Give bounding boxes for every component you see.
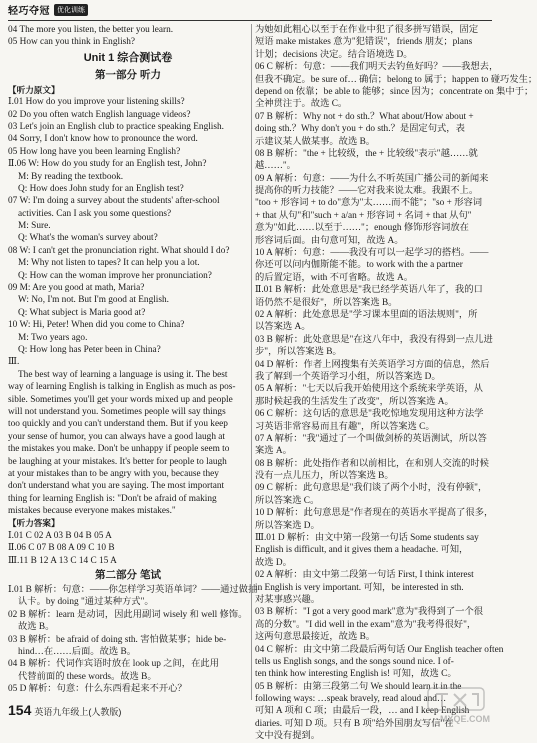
text-line: W: No, I'm not. But I'm good at English. bbox=[18, 295, 169, 306]
text-line: 05 A 解析："七天以后我开始使用这个系统来学英语，从 bbox=[255, 384, 483, 395]
text-line: 10 A 解析：句意：——我没有可以一起学习的搭档。—— bbox=[255, 248, 489, 259]
text-line: 02 Do you often watch English language videos? bbox=[8, 109, 191, 120]
text-line: mistakes because everyone makes mistakes." bbox=[8, 506, 176, 517]
text-line: Ⅰ.01 How do you improve your listening skills? bbox=[8, 97, 185, 108]
text-line: 可知 A 项和 C 项；由最后一段，… and I keep English bbox=[255, 706, 470, 717]
text-line: too quickly and you can't understand them. But if you keep bbox=[8, 419, 228, 430]
text-line: 意为"如此……以至于……"；enough 修饰形容词放在 bbox=[255, 223, 469, 234]
text-line: 第二部分 笔试 bbox=[95, 569, 161, 582]
text-line: your sense of humor, you can always have a good laugh at bbox=[8, 431, 226, 442]
text-line: 你还可以问内伽斯能不能。to work with the a partner bbox=[255, 260, 463, 271]
text-line: Q: What subject is Maria good at? bbox=[18, 307, 146, 318]
text-line: 对某事感兴趣。 bbox=[255, 594, 321, 605]
text-line: hind…在……后面。故选 B。 bbox=[18, 646, 137, 657]
text-line: 04 B 解析：代词作宾语时放在 look up 之间，在此用 bbox=[8, 659, 219, 670]
text-line: Ⅱ.06 W: How do you study for an English test, John? bbox=[8, 159, 207, 170]
text-line: 03 B 解析：此处意思是"在这八年中，我没有得到一点儿进 bbox=[255, 334, 493, 345]
text-line: M: Why not listen to tapes? It can help you a lot. bbox=[18, 258, 200, 269]
text-line: 08 B 解析：此处指作者和以前相比，在和别人交流的时候 bbox=[255, 458, 489, 469]
text-line: 07 A 解析："我"通过了一个叫做剑桥的英语测试，所以答 bbox=[255, 433, 487, 444]
watermark-logo-icon bbox=[422, 686, 490, 712]
text-line: the mistakes you make. Don't be unhappy if people seem to bbox=[8, 444, 230, 455]
text-line: sible. Sometimes you'll get your words mixed up and people bbox=[8, 394, 233, 405]
text-line: 03 B 解析：be afraid of doing sth. 害怕做某事；hide be- bbox=[8, 634, 227, 645]
text-line: Ⅱ.01 B 解析：此处意思是"我已经学英语八年了，我的口 bbox=[255, 285, 483, 296]
text-line: 04 D 解析：作者上网搜集有关英语学习方面的信息，然后 bbox=[255, 359, 490, 370]
text-line: 故选 D。 bbox=[255, 557, 292, 568]
text-line: thing for learning English is: "Don't be afraid of making bbox=[8, 493, 217, 504]
text-line: 05 B 解析：由第三段第二句 We should learn it in the bbox=[255, 681, 462, 692]
text-line: 05 How can you think in English? bbox=[8, 37, 136, 48]
text-line: 认卡。by doing "通过某种方式"。 bbox=[18, 597, 154, 608]
text-line: 越……"。 bbox=[255, 161, 296, 172]
text-line: 所以答案选 D。 bbox=[255, 520, 320, 531]
text-line: 我了解到一个英语学习小组，所以答案选 D。 bbox=[255, 371, 441, 382]
text-line: English is difficult, and it gives them a headache. 可知， bbox=[255, 545, 469, 556]
series-badge: 优化训练 bbox=[54, 4, 88, 16]
text-line: 高的分数"。"I did well in the exam"意为"我考得很好"， bbox=[255, 619, 477, 630]
watermark bbox=[422, 686, 490, 724]
text-line: activities. Can I ask you some questions? bbox=[18, 208, 172, 219]
text-line: Q: How can the woman improve her pronunciation? bbox=[18, 270, 212, 281]
text-line: 03 Let's join an English club to practice speaking English. bbox=[8, 121, 224, 132]
text-line: 没有一点儿压力，所以答案选 B。 bbox=[255, 471, 394, 482]
left-column bbox=[8, 24, 258, 696]
text-line: Ⅲ. bbox=[8, 357, 20, 368]
text-line: 07 W: I'm doing a survey about the students' after-school bbox=[8, 196, 220, 207]
text-line: Q: What's the woman's survey about? bbox=[18, 233, 158, 244]
text-line: 07 B 解析：Why not + do sth.？What about/How about + bbox=[255, 111, 474, 122]
text-line: will not understand you. Sometimes people will say things bbox=[8, 406, 226, 417]
text-line: M: Sure. bbox=[18, 221, 51, 232]
text-line: 03 B 解析："I got a very good mark"意为"我得到了一个很 bbox=[255, 607, 484, 618]
text-line: 09 C 解析：此句意思是"我们谈了两个小时，没有停顿"， bbox=[255, 483, 488, 494]
text-line: + that 从句"和"such + a/an + 形容词 + 名词 + that 从句" bbox=[255, 210, 472, 221]
text-line: 案选 A。 bbox=[255, 446, 292, 457]
text-line: 语仍然不是很好"，所以答案选 B。 bbox=[255, 297, 398, 308]
watermark-text: MXQE.COM bbox=[439, 714, 490, 724]
text-line: 10 W: Hi, Peter! When did you come to China? bbox=[8, 320, 185, 331]
text-line: depend on 依靠；be able to 能够；since 因为；concentrate on 集中于； bbox=[255, 86, 534, 97]
column-divider bbox=[251, 24, 252, 700]
text-line: Ⅰ.01 C 02 A 03 B 04 B 05 A bbox=[8, 530, 112, 541]
text-line: The best way of learning a language is using it. The best bbox=[18, 369, 228, 380]
text-line: 02 B 解析：learn 是动词，因此用副词 wisely 和 well 修饰。 bbox=[8, 609, 248, 620]
text-line: 以答案选 A。 bbox=[255, 322, 311, 333]
text-line: 全神贯注于。故选 C。 bbox=[255, 99, 348, 110]
text-line: tells us English songs, and the songs sound nice. I of- bbox=[255, 656, 454, 667]
text-line: 那时候起我的生活发生了改变"，所以答案选 A。 bbox=[255, 396, 454, 407]
text-line: 形容词后面。由句意可知，故选 A。 bbox=[255, 235, 404, 246]
text-line: way of learning English is talking in English as much as pos- bbox=[8, 382, 236, 393]
text-line: 06 C 解析：句意：——我们明天去钓鱼好吗？——我想去， bbox=[255, 62, 499, 73]
text-line: Q: How long has Peter been in China? bbox=[18, 344, 161, 355]
page-number: 154 bbox=[8, 702, 32, 718]
text-line: 05 D 解析：句意：什么东西看起来不开心？ bbox=[8, 684, 187, 695]
text-line: in English is very important. 可知，be interested in sth. bbox=[255, 582, 464, 593]
text-line: 的后置定语，with 不可省略。故选 A。 bbox=[255, 272, 414, 283]
page-header bbox=[8, 2, 258, 20]
text-line: 步"，所以答案选 B。 bbox=[255, 347, 342, 358]
text-line: be laughing at your mistakes. It's better for people to laugh bbox=[8, 456, 227, 467]
text-line: don't understand what you are saying. The most important bbox=[8, 481, 225, 492]
text-line: Q: How does John study for an English test? bbox=[18, 183, 184, 194]
text-line: 代替前面的 these words。故选 B。 bbox=[18, 671, 157, 682]
text-line: 04 Sorry, I don't know how to pronounce the word. bbox=[8, 134, 198, 145]
text-line: diaries. 可知 D 项。只有 B 项"给外国朋友写信"在 bbox=[255, 718, 454, 729]
text-line: 【听力答案】 bbox=[8, 518, 60, 529]
text-line: "too + 形容词 + to do"意为"太……而不能"；"so + 形容词 bbox=[255, 198, 483, 209]
text-line: 09 M: Are you good at math, Maria? bbox=[8, 283, 145, 294]
text-line: 计划；decisions 决定。结合语境选 D。 bbox=[255, 49, 413, 60]
text-line: M: By reading the textbook. bbox=[18, 171, 124, 182]
text-line: 习英语非常容易而且有趣"，所以答案选 C。 bbox=[255, 421, 435, 432]
text-line: 文中没有提到。 bbox=[255, 731, 321, 742]
text-line: 10 D 解析：此句意思是"作者现在的英语水平提高了很多， bbox=[255, 508, 494, 519]
text-line: Unit 1 综合测试卷 bbox=[83, 51, 173, 64]
text-line: 这两句意思最接近，故选 B。 bbox=[255, 632, 376, 643]
text-line: 【听力原文】 bbox=[8, 84, 60, 95]
text-line: 为她如此粗心以至于在作业中犯了很多拼写错误，固定 bbox=[255, 25, 479, 35]
text-line: 09 A 解析：句意：——为什么不听英国广播公司的新闻来 bbox=[255, 173, 489, 184]
text-line: Ⅱ.06 C 07 B 08 A 09 C 10 B bbox=[8, 543, 115, 554]
text-line: M: Two years ago. bbox=[18, 332, 88, 343]
text-line: ten think how interesting English is! 可知，故选 C。 bbox=[255, 669, 457, 680]
book-logo: 轻巧夺冠 bbox=[8, 6, 50, 17]
text-line: 04 C 解析：由文中第二段最后两句话 Our English teacher often bbox=[255, 644, 504, 655]
text-line: 02 A 解析：此处意思是"学习课本里面的语法规则"，所 bbox=[255, 309, 478, 320]
page-footer bbox=[8, 704, 121, 720]
text-line: Ⅲ.01 D 解析：由文中第一段第一句话 Some students say bbox=[255, 533, 479, 544]
text-line: 08 W: I can't get the pronunciation right. What should I do? bbox=[8, 245, 230, 256]
book-title: 英语九年级上(人教版) bbox=[34, 707, 122, 717]
text-line: 02 A 解析：由文中第二段第一句话 First, I think interest bbox=[255, 570, 474, 581]
text-line: 提高你的听力技能？——它对我来说太难。我跟不上。 bbox=[255, 186, 479, 197]
right-column bbox=[255, 24, 537, 743]
text-line: following ways: …speak bravely, read aloud and… bbox=[255, 694, 447, 705]
text-line: Ⅰ.01 B 解析：句意：——你怎样学习英语单词？——通过做抽 bbox=[8, 585, 258, 596]
text-line: 但我不确定。be sure of… 确信；belong to 属于；happen to 碰巧发生； bbox=[255, 74, 537, 85]
header-rule bbox=[8, 20, 492, 21]
text-line: 所以答案选 C。 bbox=[255, 495, 320, 506]
text-line: 08 B 解析："the + 比较级，the + 比较级"表示"越……就 bbox=[255, 148, 478, 159]
text-line: Ⅲ.11 B 12 A 13 C 14 C 15 A bbox=[8, 555, 117, 566]
text-line: 04 The more you listen, the better you learn. bbox=[8, 25, 174, 35]
text-line: 短语 make mistakes 意为"犯错误"，friends 朋友；plans bbox=[255, 37, 473, 48]
text-line: at your mistakes than to be angry with you, because they bbox=[8, 468, 219, 479]
text-line: 故选 B。 bbox=[18, 622, 55, 633]
text-line: doing sth.？Why don't you + do sth.？是固定句式，表 bbox=[255, 124, 465, 135]
text-line: 05 How long have you been learning English? bbox=[8, 146, 181, 157]
text-line: 第一部分 听力 bbox=[95, 68, 161, 81]
text-line: 示建议某人做某事。故选 B。 bbox=[255, 136, 376, 147]
text-line: 06 C 解析：这句话的意思是"我吃惊地发现用这种方法学 bbox=[255, 409, 484, 420]
